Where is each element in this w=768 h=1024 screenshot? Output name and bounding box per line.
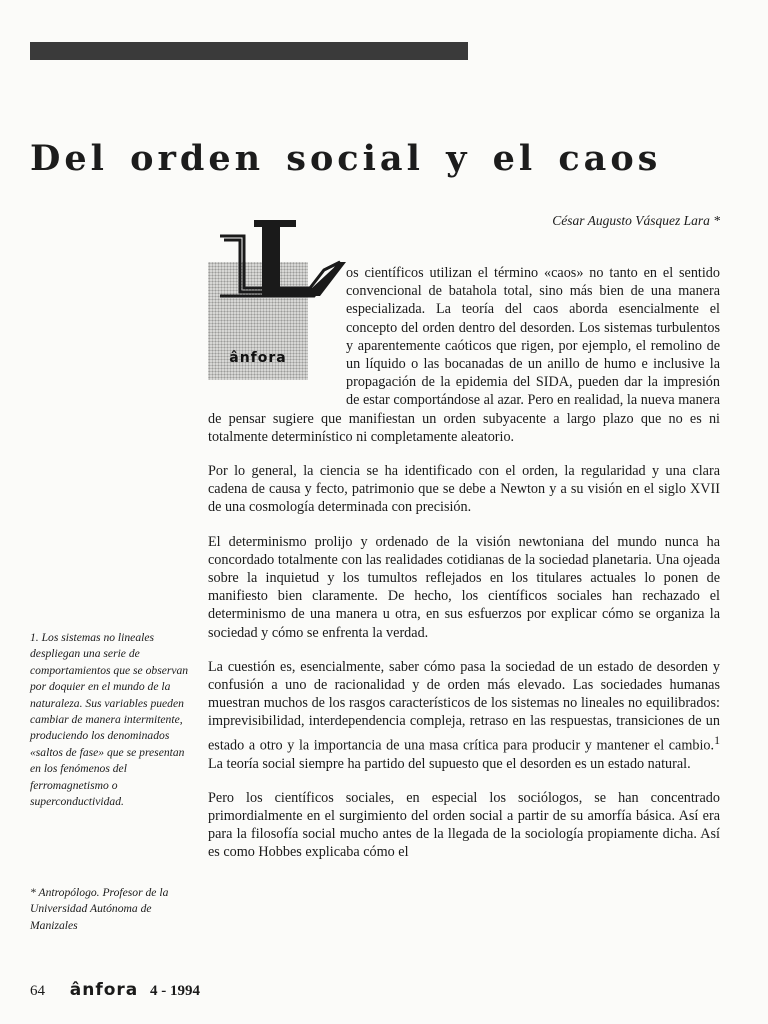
page-footer [30,980,200,1000]
issue-number: 4 - 1994 [150,983,201,999]
footnote-1: 1. Los sistemas no lineales despliegan una serie de comportamientos que se observan por doquier en el mundo de la naturaleza. Sus variables pueden cambiar de manera intermitente, produciendo los denominados «saltos de fase» que se presentan en los fenómenos del ferromagnetismo o superconductividad. [30,631,189,809]
anfora-logo-word: ânfora [229,350,287,366]
footnote-ref: 1 [714,732,720,747]
header-rule [30,42,468,60]
paragraph-4: La cuestión es, esencialmente, saber cómo pasa la sociedad de un estado de desorden y confusión a uno de racionalidad y de orden más elevado. Las sociedades humanas muestran muchos de los rasgos característicos de los sistemas no lineales no equilibrados: imprevisibilidad, interdependencia compleja, retraso en las respuestas, transiciones de un estado a otro y la importancia de una masa crítica para producir y mantener el cambio.$^1$ La teoría social siempre ha partido del supuesto que el desorden es un estado natural. [208,658,720,772]
page-number: 64 [30,983,45,999]
paragraph-3: El determinismo prolijo y ordenado de la visión newtoniana del mundo nunca ha concordado totalmente con las realidades cotidianas de la sociedad planetaria. Una ojeada sobre la inquietud y los tumultos reflejados en los titulares actuales lo ponen de manifiesto bien claramente. De hecho, los científicos sociales han rechazado el determinismo de una manera u otra, en sus esfuerzos por explicar cómo se organiza la sociedad y cómo se enfrenta la verdad. [208,533,720,641]
paragraph-2: Por lo general, la ciencia se ha identificado con el orden, la regularidad y una clara cadena de causa y fecto, patrimonio que se debe a Newton y a su visión en el siglo XVII de una cosmología determinada con precisión. [208,463,720,516]
author-note: * Antropólogo. Profesor de la Universidad Autónoma de Manizales [30,886,169,932]
article-title: Del orden social y el caos [30,138,662,179]
article-body [208,264,720,878]
magazine-name: ânfora [69,980,139,1000]
paragraph-5: Pero los científicos sociales, en especial los sociólogos, se han concentrado primordialmente en el surgimiento del orden social a partir de su amorfía básica. Así era para la filosofía social mucho antes de la llegada de la sociología propiamente dicha. Así es como Hobbes explicaba cómo el [208,789,720,861]
paragraph-1: os científicos utilizan el término «caos» no tanto en el sentido convencional de batahola total, sino más bien de una manera especializada. La teoría del caos aborda esencialmente el concepto del orden dentro del desorden. Los sistemas turbulentos y aparentemente caóticos que rigen, por ejemplo, el remolino de un líquido o las bocanadas de un anillo de humo e inclusive la propagación de la epidemia del SIDA, pueden dar la impresión de estar comportándose al azar. Pero en realidad, la nueva manera de pensar sugiere que manifiestan un orden subyacente a largo plazo que no es ni totalmente determinístico ni completamente aleatorio. [208,265,720,445]
author-byline: César Augusto Vásquez Lara * [552,213,720,228]
